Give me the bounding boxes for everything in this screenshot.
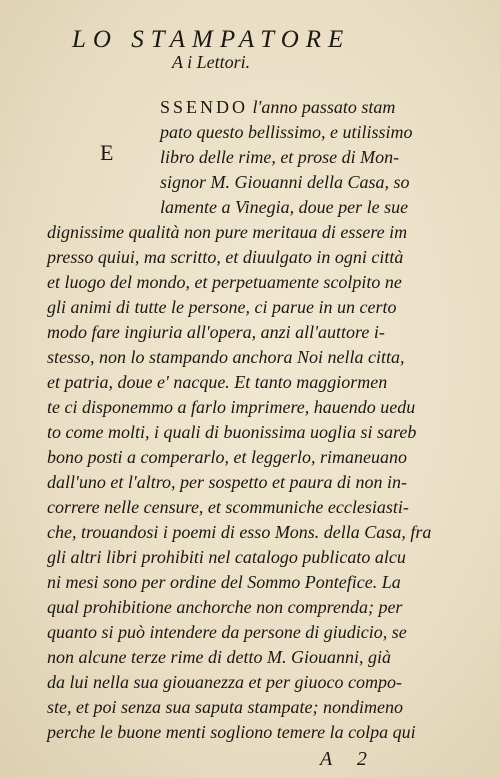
text-line: gli animi di tutte le persone, ci parue in un certo xyxy=(47,297,397,317)
text-line xyxy=(160,96,395,118)
text-line: stesso, non lo stampando anchora Noi nella citta, xyxy=(47,347,405,367)
text-line: to come molti, i quali di buonissima uoglia si sareb xyxy=(47,422,417,442)
text-line: non alcune terze rime di detto M. Giouanni, già xyxy=(47,647,391,667)
text-line: da lui nella sua giouanezza et per giuoco compo- xyxy=(47,672,402,692)
text-line: correre nelle censure, et scommuniche ecclesiasti- xyxy=(47,497,409,517)
text-line: modo fare ingiuria all'opera, anzi all'auttore i- xyxy=(47,322,385,342)
opening-word: SSENDO xyxy=(160,97,249,117)
text-line: dall'uno et l'altro, per sospetto et paura di non in- xyxy=(47,472,408,492)
text-line: lamente a Vinegia, doue per le sue xyxy=(160,197,409,217)
text-line: et patria, doue e' nacque. Et tanto maggiormen xyxy=(47,372,388,392)
page-subheading: A i Lettori. xyxy=(172,52,251,72)
text-line: ni mesi sono per ordine del Sommo Pontefice. La xyxy=(47,572,401,592)
signature-mark: A 2 xyxy=(320,748,377,770)
line-text: l'anno passato stam xyxy=(248,97,396,117)
text-line: dignissime qualità non pure meritaua di essere im xyxy=(47,222,408,242)
text-line: ste, et poi senza sua saputa stampate; nondimeno xyxy=(47,697,403,717)
text-line: perche le buone menti sogliono temere la colpa qui xyxy=(47,722,416,742)
drop-cap: E xyxy=(100,140,114,165)
text-line: qual prohibitione anchorche non comprenda; per xyxy=(47,597,403,617)
text-line: che, trouandosi i poemi di esso Mons. della Casa, fra xyxy=(47,522,432,542)
text-line: libro delle rime, et prose di Mon- xyxy=(160,147,400,167)
page-heading: LO STAMPATORE xyxy=(72,26,351,53)
text-line: et luogo del mondo, et perpetuamente scolpito ne xyxy=(47,272,402,292)
text-line: signor M. Giouanni della Casa, so xyxy=(160,172,410,192)
text-line: presso quiui, ma scritto, et diuulgato in ogni città xyxy=(47,247,404,267)
text-line: pato questo bellissimo, e utilissimo xyxy=(160,122,413,142)
text-line: bono posti a comperarlo, et leggerlo, rimaneuano xyxy=(47,447,407,467)
text-line: quanto si può intendere da persone di giudicio, se xyxy=(47,622,407,642)
text-line: gli altri libri prohibiti nel catalogo publicato alcu xyxy=(47,547,406,567)
text-line: te ci disponemmo a farlo imprimere, hauendo uedu xyxy=(47,397,416,417)
